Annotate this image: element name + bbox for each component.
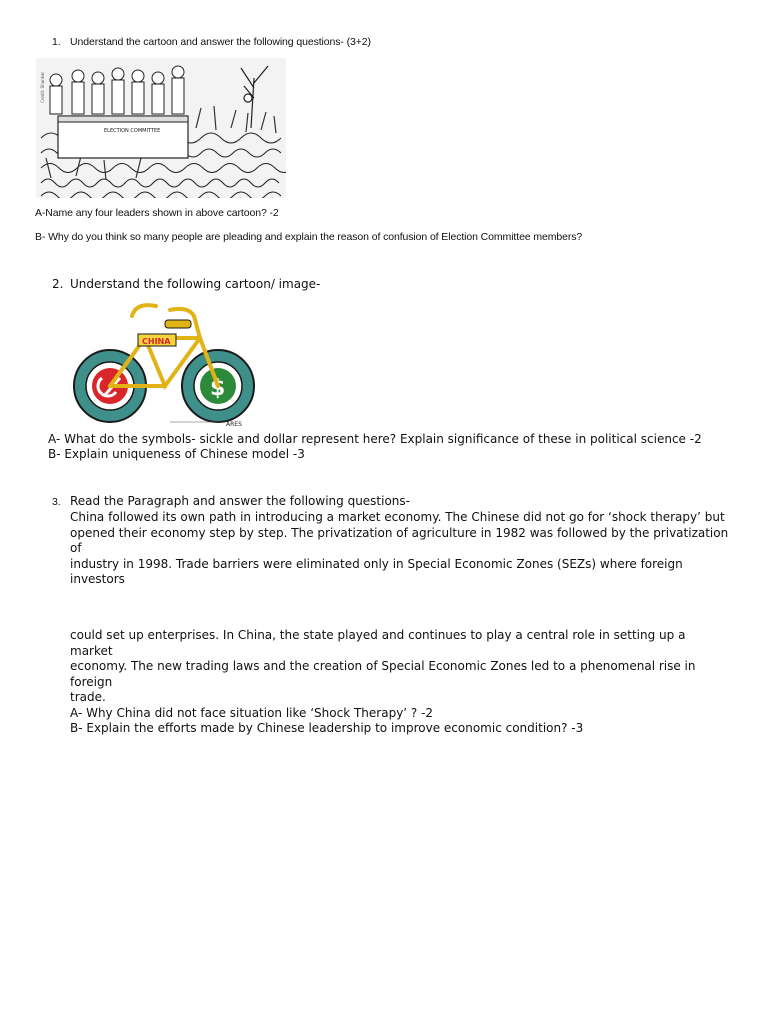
cartoon-platform-label: ELECTION COMMITTEE xyxy=(104,128,161,134)
question-3-paragraph-part-2 xyxy=(70,628,730,737)
cartoon-credit: Credit: Shankar xyxy=(40,71,45,103)
question-3-part-b: B- Explain the efforts made by Chinese leadership to improve economic condition? -3 xyxy=(70,721,584,735)
paragraph-line: economy. The new trading laws and the creation of Special Economic Zones led to a phenomenal rise in foreign xyxy=(70,659,696,689)
question-3-prompt: Read the Paragraph and answer the following questions- xyxy=(70,494,410,508)
paragraph-line: industry in 1998. Trade barriers were eliminated only in Special Economic Zones (SEZs) where foreign investors xyxy=(70,556,683,586)
paragraph-line: China followed its own path in introducing a market economy. The Chinese did not go for ‘shock therapy’ but xyxy=(70,510,725,524)
china-bicycle-cartoon xyxy=(70,298,265,428)
election-committee-cartoon xyxy=(36,58,286,198)
question-2-part-b: B- Explain uniqueness of Chinese model -3 xyxy=(48,447,305,461)
bike-china-label: CHINA xyxy=(142,337,171,346)
question-2-prompt: Understand the following cartoon/ image- xyxy=(70,277,321,291)
question-3-paragraph-part-1 xyxy=(70,510,730,588)
paragraph-line: opened their economy step by step. The privatization of agriculture in 1982 was followed by the privatization of xyxy=(70,525,729,555)
question-1-number: 1. xyxy=(52,36,61,48)
question-2-part-a: A- What do the symbols- sickle and dollar represent here? Explain significance of these in political science -2 xyxy=(48,432,702,446)
bicycle-drawing xyxy=(70,298,265,428)
paragraph-line: could set up enterprises. In China, the state played and continues to play a central role in setting up a market xyxy=(70,628,686,658)
question-3-number: 3. xyxy=(52,496,61,508)
question-3-part-a: A- Why China did not face situation like ‘Shock Therapy’ ? -2 xyxy=(70,705,434,720)
question-1-part-a: A-Name any four leaders shown in above cartoon? -2 xyxy=(35,207,279,219)
question-1-part-b: B- Why do you think so many people are pleading and explain the reason of confusion of Election Committee members? xyxy=(35,231,583,243)
paragraph-line: trade. xyxy=(70,690,106,704)
svg-text:$: $ xyxy=(210,376,226,401)
question-1-prompt: Understand the cartoon and answer the following questions- (3+2) xyxy=(70,36,371,48)
cartoon-signature: ARES xyxy=(226,421,242,428)
question-2-number: 2. xyxy=(52,277,64,291)
cartoon-drawing xyxy=(36,58,286,198)
